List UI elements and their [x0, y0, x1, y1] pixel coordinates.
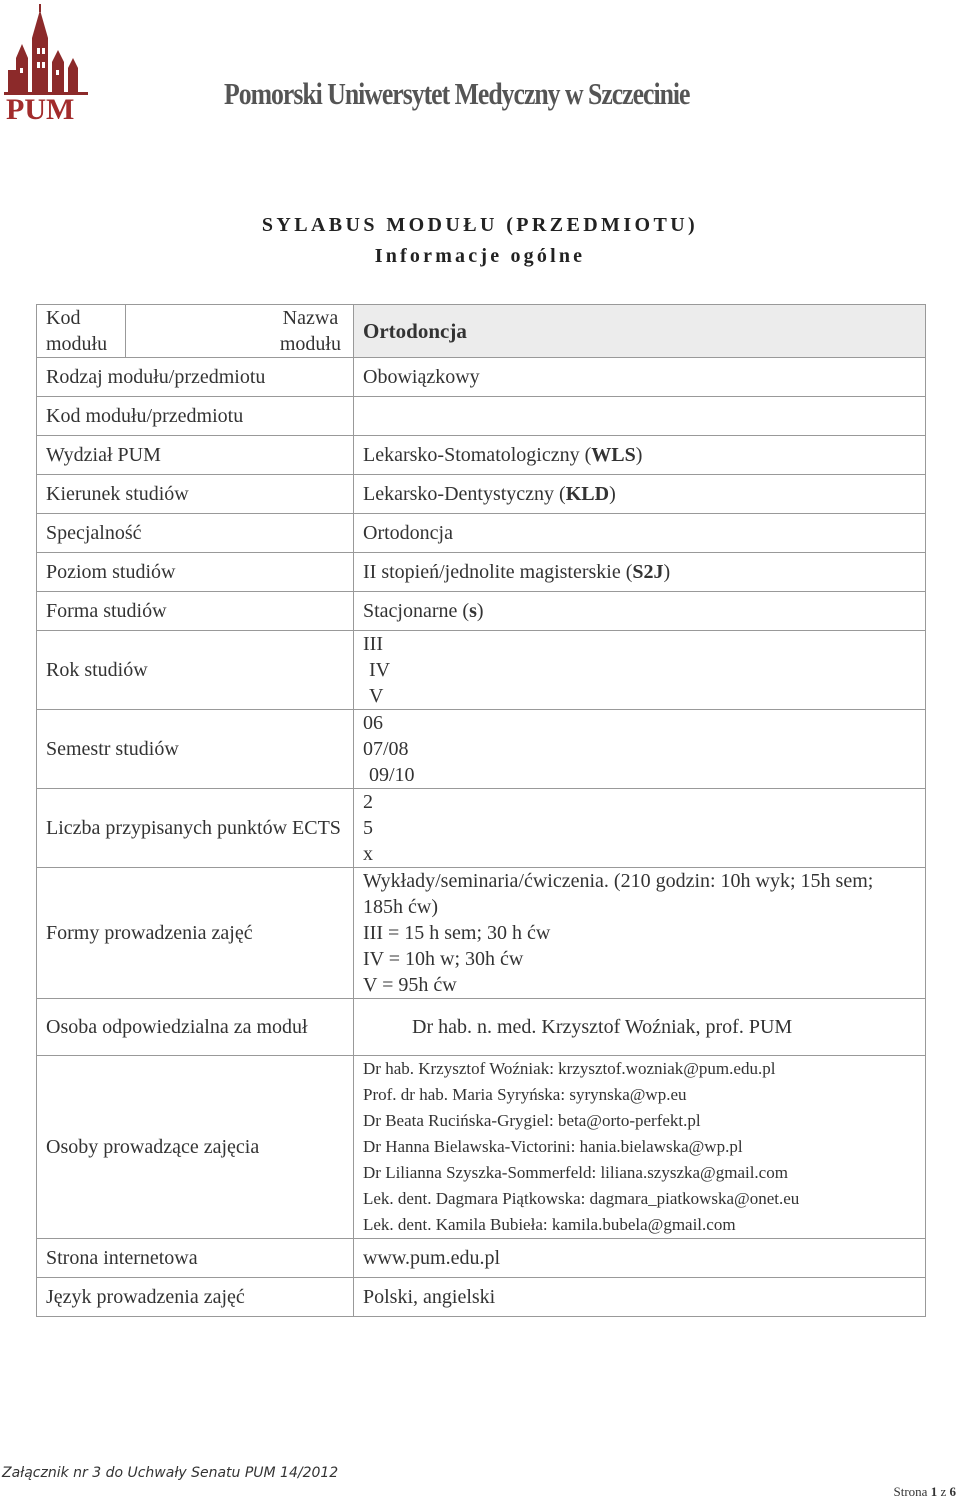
table-row — [37, 397, 926, 436]
row-label: Poziom studiów — [37, 553, 354, 592]
table-row — [37, 1056, 926, 1239]
table-row — [37, 789, 926, 868]
table-row — [37, 553, 926, 592]
document-subtitle: Informacje ogólne — [374, 245, 586, 267]
row-label: Formy prowadzenia zajęć — [37, 868, 354, 999]
teacher-line: Prof. dr hab. Maria Syryńska: syrynska@wp.eu — [363, 1085, 687, 1104]
row-value — [354, 1056, 926, 1239]
row-value: Polski, angielski — [354, 1278, 926, 1317]
website-link[interactable]: www.pum.edu.pl — [354, 1239, 926, 1278]
table-row — [37, 710, 926, 789]
table-row — [37, 999, 926, 1056]
table-row — [37, 305, 926, 358]
table-row — [37, 868, 926, 999]
table-row — [37, 514, 926, 553]
syllabus-table — [36, 304, 926, 1317]
row-label: Rodzaj modułu/przedmiotu — [37, 358, 354, 397]
page-number: Strona 1 z 6 — [893, 1484, 956, 1499]
row-label: Wydział PUM — [37, 436, 354, 475]
row-label: Liczba przypisanych punktów ECTS — [37, 789, 354, 868]
module-name-label: Nazwa modułu — [279, 307, 341, 355]
row-label: Rok studiów — [37, 631, 354, 710]
teacher-line: Lek. dent. Dagmara Piątkowska: dagmara_piatkowska@onet.eu — [363, 1189, 800, 1208]
footer-note: Załącznik nr 3 do Uchwały Senatu PUM 14/2012 — [2, 1465, 339, 1481]
university-name: Pomorski Uniwersytet Medyczny w Szczecinie — [224, 76, 690, 111]
teacher-line: Dr Lilianna Szyszka-Sommerfeld: liliana.szyszka@gmail.com — [363, 1163, 788, 1182]
table-row — [37, 631, 926, 710]
row-label: Semestr studiów — [37, 710, 354, 789]
row-value: Wykłady/seminaria/ćwiczenia. (210 godzin: 10h wyk; 15h sem; 185h ćw) III = 15 h sem; 30 h ćw IV = 10h w; 30h ćw V = 95h ćw — [354, 868, 926, 999]
row-value: II stopień/jednolite magisterskie (S2J) — [354, 553, 926, 592]
row-value: Lekarsko-Dentystyczny (KLD) — [354, 475, 926, 514]
row-value: Obowiązkowy — [354, 358, 926, 397]
row-label: Forma studiów — [37, 592, 354, 631]
row-value: 2 5 x — [354, 789, 926, 868]
module-name-value: Ortodoncja — [354, 305, 926, 358]
document-title: SYLABUS MODUŁU (PRZEDMIOTU) — [261, 214, 699, 236]
teacher-line: Dr Beata Rucińska-Grygiel: beta@orto-perfekt.pl — [363, 1111, 701, 1130]
teacher-line: Lek. dent. Kamila Bubieła: kamila.bubela@gmail.com — [363, 1215, 736, 1234]
table-row — [37, 592, 926, 631]
row-value: Lekarsko-Stomatologiczny (WLS) — [354, 436, 926, 475]
row-label: Język prowadzenia zajęć — [37, 1278, 354, 1317]
teacher-line: Dr hab. Krzysztof Woźniak: krzysztof.wozniak@pum.edu.pl — [363, 1059, 776, 1078]
row-label: Specjalność — [37, 514, 354, 553]
table-row — [37, 1278, 926, 1317]
row-value: Dr hab. n. med. Krzysztof Woźniak, prof. PUM — [354, 999, 926, 1056]
table-row — [37, 1239, 926, 1278]
module-code-label: Kod modułu — [37, 305, 126, 357]
row-label: Osoba odpowiedzialna za moduł — [37, 999, 354, 1056]
row-label: Strona internetowa — [37, 1239, 354, 1278]
row-label: Kod modułu/przedmiotu — [37, 397, 354, 436]
title-block — [0, 214, 960, 268]
row-value: Stacjonarne (s) — [354, 592, 926, 631]
row-value: Ortodoncja — [354, 514, 926, 553]
row-value — [354, 397, 926, 436]
row-value: 06 07/08 09/10 — [354, 710, 926, 789]
table-row — [37, 358, 926, 397]
table-row — [37, 436, 926, 475]
teacher-line: Dr Hanna Bielawska-Victorini: hania.bielawska@wp.pl — [363, 1137, 743, 1156]
table-row — [37, 475, 926, 514]
logo-text: PUM — [6, 93, 75, 122]
university-logo — [2, 4, 98, 122]
row-value: III IV V — [354, 631, 926, 710]
row-label: Kierunek studiów — [37, 475, 354, 514]
row-label: Osoby prowadzące zajęcia — [37, 1056, 354, 1239]
